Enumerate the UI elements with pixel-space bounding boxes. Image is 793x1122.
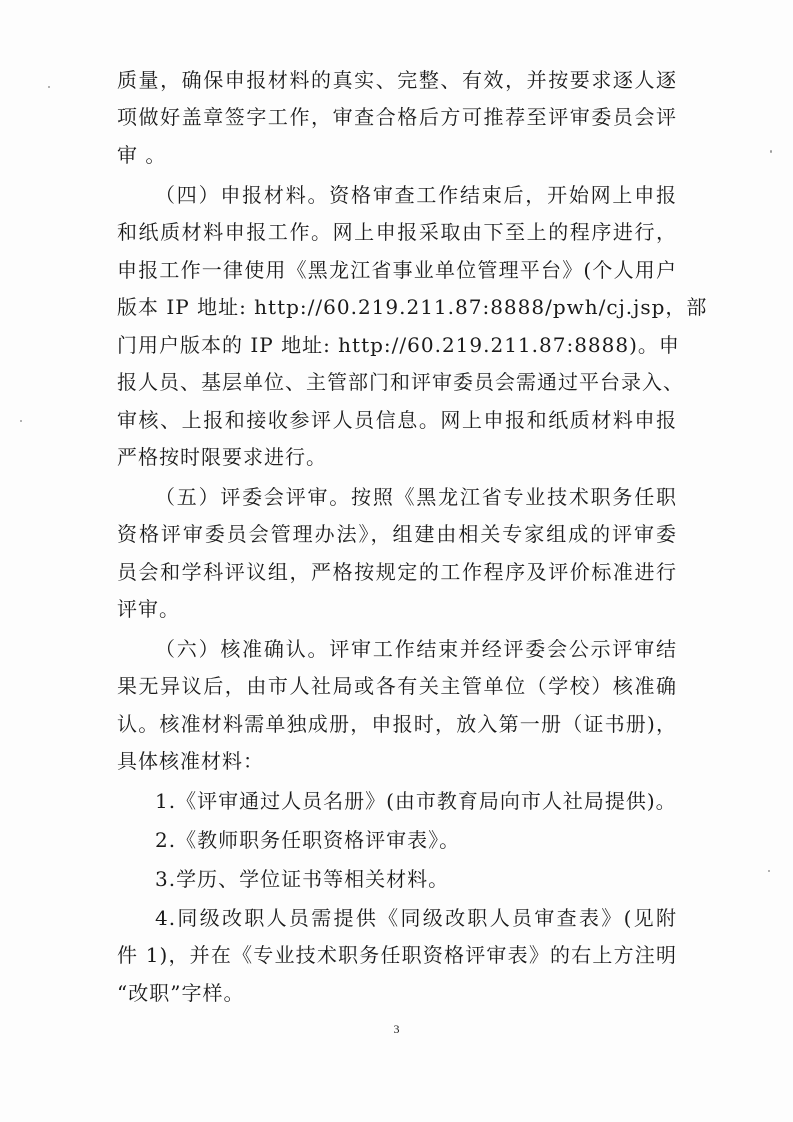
text-line: 报人员、基层单位、主管部门和评审委员会需通过平台录入、: [117, 370, 684, 394]
text-line: “改职”字样。: [117, 981, 245, 1005]
text-line: 具体核准材料：: [117, 749, 264, 773]
text-line: 资格评审委员会管理办法》，组建由相关专家组成的评审委: [117, 522, 677, 546]
scan-speck: [20, 420, 22, 422]
text-line: 认。核准材料需单独成册，申报时，放入第一册（证书册)，: [117, 712, 677, 736]
text-line: 质量，确保申报材料的真实、完整、有效，并按要求逐人逐: [117, 68, 677, 92]
list-item: 2.《教师职务任职资格评审表》。: [155, 828, 461, 852]
text-line: 件 1)，并在《专业技术职务任职资格评审表》的右上方注明: [117, 943, 677, 967]
text-line: 项做好盖章签字工作，审查合格后方可推荐至评审委员会评: [117, 105, 677, 129]
text-line: （五）评委会评审。按照《黑龙江省专业技术职务任职: [155, 485, 677, 509]
text-line: 审核、上报和接收参评人员信息。网上申报和纸质材料申报: [117, 408, 677, 432]
text-line: 版本 IP 地址: http://60.219.211.87:8888/pwh/cj.jsp，部: [117, 295, 708, 319]
text-line: （四）申报材料。资格审查工作结束后，开始网上申报: [155, 183, 677, 207]
list-item: 4.同级改职人员需提供《同级改职人员审查表》(见附: [155, 906, 677, 930]
scan-speck: [770, 150, 772, 153]
text-line: 申报工作一律使用《黑龙江省事业单位管理平台》(个人用户: [117, 258, 677, 282]
text-line: 和纸质材料申报工作。网上申报采取由下至上的程序进行，: [117, 220, 677, 244]
scan-speck: [768, 870, 770, 872]
page-number: 3: [393, 1022, 400, 1036]
list-item: 1.《评审通过人员名册》(由市教育局向市人社局提供)。: [155, 789, 677, 813]
list-item: 3.学历、学位证书等相关材料。: [155, 867, 450, 891]
text-line: 果无异议后，由市人社局或各有关主管单位（学校）核准确: [117, 674, 677, 698]
text-line: （六）核准确认。评审工作结束并经评委会公示评审结: [155, 637, 677, 661]
text-line: 员会和学科评议组，严格按规定的工作程序及评价标准进行: [117, 560, 677, 584]
text-line: 门用户版本的 IP 地址: http://60.219.211.87:8888)。申: [117, 333, 680, 357]
text-line: 严格按时限要求进行。: [117, 445, 327, 469]
scan-speck: [48, 86, 50, 88]
text-line: 审 。: [117, 143, 167, 167]
text-line: 评审。: [117, 597, 180, 621]
